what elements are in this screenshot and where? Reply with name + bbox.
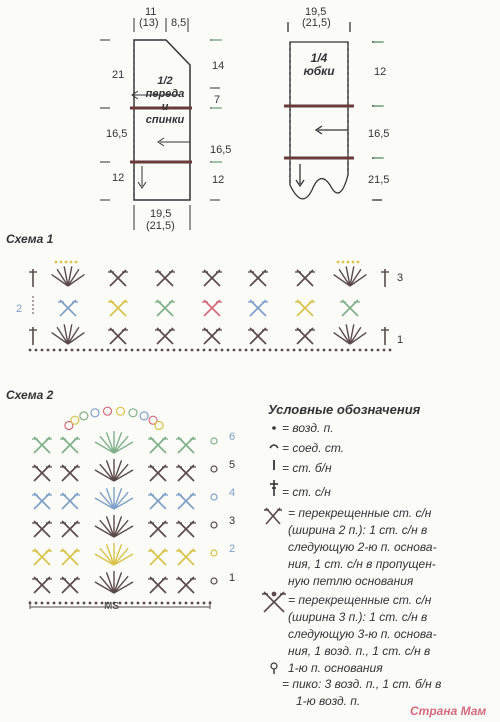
schema2-row-5: 5 xyxy=(229,459,236,471)
legend-crossed-3-line-5: 1-ю п. основания xyxy=(288,661,383,675)
bodice-left-3: 12 xyxy=(112,172,125,184)
schema1-diagram xyxy=(0,250,420,360)
legend-sc: = ст. б/н xyxy=(282,461,332,475)
bodice-right-2: 7 xyxy=(214,94,221,106)
chain-dot xyxy=(155,602,158,605)
legend-crossed-2-line-1: = перекрещенные ст. с/н xyxy=(288,506,432,520)
slip-stitch-icon xyxy=(270,445,278,448)
shell-stitch-symbol xyxy=(100,492,114,509)
legend-crossed-3-line-2: (ширина 3 п.): 1 ст. с/н в xyxy=(288,610,428,624)
chain-dot xyxy=(65,261,68,264)
skirt-right-1: 12 xyxy=(374,66,387,78)
chain-dot xyxy=(143,349,146,352)
chain-dot xyxy=(71,602,74,605)
schema2-diagram xyxy=(0,395,250,620)
legend-title: Условные обозначения xyxy=(268,402,421,417)
chain-dot xyxy=(89,349,92,352)
chain-dot xyxy=(342,261,345,264)
chain-dot xyxy=(149,349,152,352)
chain-dot xyxy=(95,602,98,605)
chain-dot xyxy=(341,349,344,352)
schema2-row-3: 3 xyxy=(229,515,236,527)
chain-dot xyxy=(337,261,340,264)
chain-dot xyxy=(47,349,50,352)
chain-dot xyxy=(29,349,32,352)
legend-dc: = ст. с/н xyxy=(282,485,331,499)
chain-dot xyxy=(377,349,380,352)
chain-dot xyxy=(131,349,134,352)
chain-dot xyxy=(83,349,86,352)
chain-dot xyxy=(251,349,254,352)
shell-stitch-symbol xyxy=(100,520,114,537)
chain-dot xyxy=(35,602,38,605)
bodice-label-line-4: спинки xyxy=(145,114,185,126)
legend-crossed-3-line-1: = перекрещенные ст. с/н xyxy=(288,593,432,607)
picot-symbol xyxy=(91,409,99,417)
picot-symbol xyxy=(211,550,217,556)
chain-dot xyxy=(137,602,140,605)
picot-symbol xyxy=(104,407,112,415)
chain-dot xyxy=(227,349,230,352)
bodice-top-c: 8,5 xyxy=(171,17,187,29)
skirt-top-b: (21,5) xyxy=(302,17,331,29)
skirt-label xyxy=(292,52,346,78)
chain-dot xyxy=(239,349,242,352)
chain-dot xyxy=(149,602,152,605)
shell-stitch-symbol xyxy=(114,576,128,593)
legend-crossed-3-line-3: следующую 3-ю п. основа- xyxy=(288,627,437,641)
legend-chain: = возд. п. xyxy=(282,421,334,435)
chain-dot xyxy=(70,261,73,264)
legend-crossed-2-line-2: (ширина 2 п.): 1 ст. с/н в xyxy=(288,523,428,537)
legend-crossed-3 xyxy=(288,592,493,677)
chain-dot xyxy=(101,349,104,352)
schema1-row-1: 1 xyxy=(397,334,404,346)
chain-dot xyxy=(167,349,170,352)
bodice-top-a: 11 xyxy=(145,6,157,18)
legend-picot-line-2: 1-ю возд. п. xyxy=(296,694,361,708)
picot-symbol xyxy=(129,409,137,417)
shell-stitch-symbol xyxy=(114,520,128,537)
chain-dot xyxy=(365,349,368,352)
schema2-row-4: 4 xyxy=(229,487,236,499)
legend-crossed-2-line-4: ния, 1 ст. с/н в пропущен- xyxy=(288,557,436,571)
bodice-bottom-b: (21,5) xyxy=(146,220,175,232)
chain-dot xyxy=(209,349,212,352)
chain-dot xyxy=(347,349,350,352)
chain-dot xyxy=(191,602,194,605)
shell-stitch-symbol xyxy=(100,436,114,453)
chain-dot xyxy=(53,602,56,605)
skirt-label-line-2: юбки xyxy=(303,64,335,78)
chain-dot xyxy=(185,349,188,352)
chain-dot xyxy=(317,349,320,352)
picot-symbol xyxy=(211,578,217,584)
chain-dot xyxy=(323,349,326,352)
chain-dot xyxy=(215,349,218,352)
chain-dot xyxy=(353,349,356,352)
chain-dot xyxy=(131,602,134,605)
chain-dot xyxy=(83,602,86,605)
picot-symbol xyxy=(211,494,217,500)
picot-symbol xyxy=(140,412,148,420)
chain-dot xyxy=(293,349,296,352)
chain-dot xyxy=(275,349,278,352)
chain-dot xyxy=(305,349,308,352)
chain-dot xyxy=(203,602,206,605)
chain-dot xyxy=(35,349,38,352)
chain-dot xyxy=(119,602,122,605)
chain-dot xyxy=(65,602,68,605)
shell-stitch-symbol xyxy=(114,548,128,565)
picot-icon xyxy=(271,663,277,674)
chain-dot xyxy=(352,261,355,264)
chain-dot xyxy=(311,349,314,352)
chain-dot xyxy=(203,349,206,352)
chain-dot xyxy=(197,349,200,352)
chain-dot xyxy=(125,349,128,352)
bodice-left-1: 21 xyxy=(112,69,125,81)
chain-dot xyxy=(257,349,260,352)
bodice-label xyxy=(138,75,192,127)
legend-crossed-3-line-4: ния, 1 возд. п., 1 ст. с/н в xyxy=(288,644,431,658)
chain-dot xyxy=(173,349,176,352)
chain-dot xyxy=(161,602,164,605)
crossed-dc-3-icon xyxy=(262,592,286,612)
chain-dot xyxy=(287,349,290,352)
shell-stitch-symbol xyxy=(114,436,128,453)
bodice-top-b: (13) xyxy=(139,17,159,29)
schema2-row-1: 1 xyxy=(229,572,236,584)
skirt-right-2: 16,5 xyxy=(368,128,390,140)
chain-dot xyxy=(329,349,332,352)
chain-dot xyxy=(359,349,362,352)
bodice-right-4: 12 xyxy=(212,174,225,186)
schema1-row-3: 3 xyxy=(397,272,404,284)
bodice-right-1: 14 xyxy=(212,60,225,72)
chain-dot xyxy=(179,602,182,605)
picot-symbol xyxy=(71,416,79,424)
chain-dot xyxy=(167,602,170,605)
chain-dot xyxy=(59,602,62,605)
chain-dot xyxy=(185,602,188,605)
legend-picot-line-1: = пико: 3 возд. п., 1 ст. б/н в xyxy=(282,677,442,691)
chain-dot xyxy=(107,349,110,352)
legend-crossed-2-line-5: ную петлю основания xyxy=(288,574,414,588)
bodice-label-line-2: переда xyxy=(145,88,185,100)
chain-dot xyxy=(281,349,284,352)
chain-dot xyxy=(155,349,158,352)
chain-dot xyxy=(143,602,146,605)
legend-crossed-2 xyxy=(288,505,493,590)
chain-dot xyxy=(119,349,122,352)
chain-dot xyxy=(65,349,68,352)
schema2-title: Схема 2 xyxy=(6,388,54,402)
chain-dot xyxy=(383,349,386,352)
chain-dot xyxy=(263,349,266,352)
chain-dot xyxy=(335,349,338,352)
schema2-row-2: 2 xyxy=(229,543,236,555)
picot-symbol xyxy=(80,412,88,420)
bodice-label-line-3: и xyxy=(161,101,169,113)
chain-dot xyxy=(95,349,98,352)
chain-dot xyxy=(389,349,392,352)
chain-dot xyxy=(47,602,50,605)
chain-dot xyxy=(269,349,272,352)
bodice-label-line-1: 1/2 xyxy=(157,75,173,87)
picot-symbol xyxy=(116,407,124,415)
schema1-row-2: 2 xyxy=(16,303,23,315)
bodice-left-2: 16,5 xyxy=(106,128,128,140)
chain-dot xyxy=(60,261,63,264)
chain-dot xyxy=(101,602,104,605)
watermark: Страна Мам xyxy=(410,704,487,718)
chain-stitch-icon xyxy=(272,426,276,430)
chain-dot xyxy=(137,349,140,352)
double-crochet-icon xyxy=(270,480,278,496)
shell-stitch-symbol xyxy=(114,492,128,509)
skirt-right-3: 21,5 xyxy=(368,174,390,186)
shell-stitch-symbol xyxy=(100,548,114,565)
chain-dot xyxy=(41,349,44,352)
chain-dot xyxy=(77,349,80,352)
chain-dot xyxy=(41,602,44,605)
bodice-right-3: 16,5 xyxy=(210,144,232,156)
picot-symbol xyxy=(211,438,217,444)
chain-dot xyxy=(191,349,194,352)
chain-dot xyxy=(179,349,182,352)
picot-symbol xyxy=(155,421,163,429)
shell-stitch-symbol xyxy=(100,576,114,593)
shell-stitch-symbol xyxy=(100,464,114,481)
chain-dot xyxy=(161,349,164,352)
chain-dot xyxy=(53,349,56,352)
chain-dot xyxy=(55,261,58,264)
chain-dot xyxy=(75,261,78,264)
schema1-title: Схема 1 xyxy=(6,232,54,246)
chain-dot xyxy=(221,349,224,352)
shell-stitch-symbol xyxy=(114,464,128,481)
chain-dot xyxy=(347,261,350,264)
skirt-top-a: 19,5 xyxy=(305,6,327,18)
chain-dot xyxy=(59,349,62,352)
legend-crossed-2-line-3: следующую 2-ю п. основа- xyxy=(288,540,437,554)
picot-symbol xyxy=(211,466,217,472)
chain-dot xyxy=(371,349,374,352)
chain-dot xyxy=(357,261,360,264)
chain-dot xyxy=(113,349,116,352)
chain-dot xyxy=(245,349,248,352)
schema2-ms-label: MS xyxy=(104,601,119,612)
chain-dot xyxy=(173,602,176,605)
chain-dot xyxy=(299,349,302,352)
schema2-row-6: 6 xyxy=(229,431,236,443)
chain-dot xyxy=(197,602,200,605)
crossed-dc-2-icon xyxy=(264,508,282,524)
chain-dot xyxy=(89,602,92,605)
chain-dot xyxy=(233,349,236,352)
bodice-bottom-a: 19,5 xyxy=(150,208,172,220)
picot-symbol xyxy=(211,522,217,528)
legend-slip: = соед. ст. xyxy=(282,441,345,455)
chain-dot xyxy=(71,349,74,352)
chain-dot xyxy=(77,602,80,605)
chain-dot xyxy=(125,602,128,605)
skirt-label-line-1: 1/4 xyxy=(310,51,328,65)
